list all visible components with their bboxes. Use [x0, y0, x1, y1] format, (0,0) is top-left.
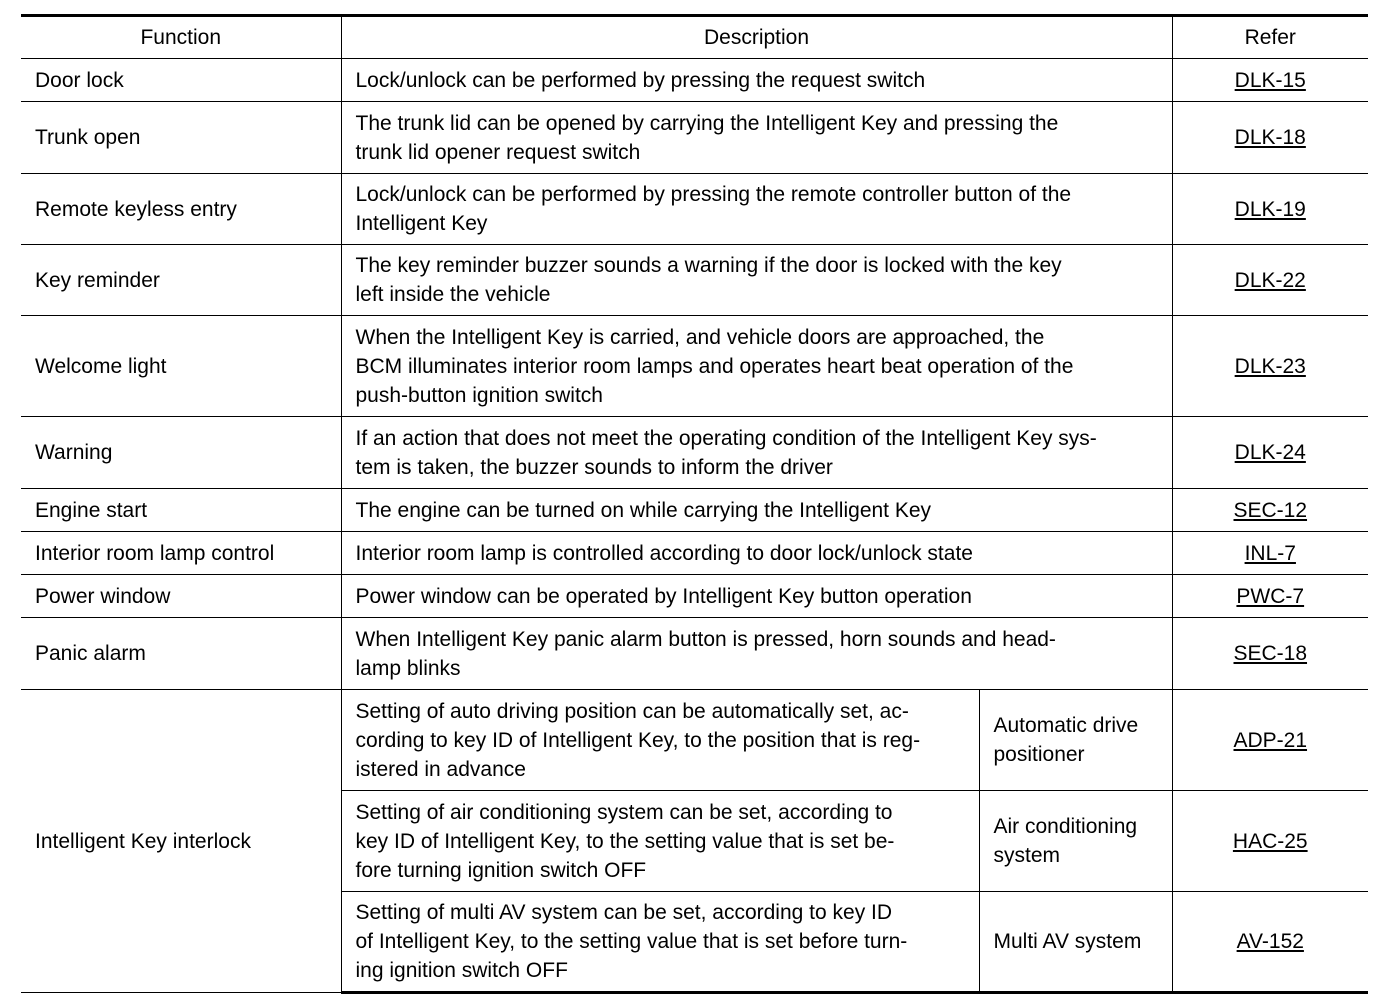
- refer-link[interactable]: DLK-15: [1234, 68, 1306, 92]
- description-cell: [341, 174, 1172, 245]
- refer-link[interactable]: ADP-21: [1233, 728, 1308, 752]
- system-line: Air conditioning: [993, 815, 1138, 838]
- description-line: of Intelligent Key, to the setting value that is set before turn-: [355, 930, 908, 953]
- refer-cell: [1172, 532, 1368, 575]
- description-line: BCM illuminates interior room lamps and operates heart beat operation of the: [355, 354, 1074, 378]
- table-row: [21, 532, 1368, 575]
- description-line: key ID of Intelligent Key, to the setting value that is set be-: [355, 829, 895, 853]
- description-line: ing ignition switch OFF: [355, 959, 568, 982]
- function-table: [21, 14, 1368, 994]
- description-line: cording to key ID of Intelligent Key, to the position that is reg-: [355, 728, 921, 752]
- table-row: [21, 489, 1368, 532]
- description-line: left inside the vehicle: [355, 283, 551, 306]
- function-cell: Key reminder: [21, 245, 341, 316]
- refer-link[interactable]: SEC-18: [1233, 642, 1308, 665]
- refer-cell: [1172, 417, 1368, 489]
- description-line: fore turning ignition switch OFF: [355, 858, 647, 882]
- description-cell: The engine can be turned on while carrying the Intelligent Key: [341, 489, 1172, 532]
- description-cell: [341, 245, 1172, 316]
- refer-cell: [1172, 174, 1368, 245]
- refer-link[interactable]: DLK-18: [1234, 126, 1306, 149]
- refer-cell: [1172, 102, 1368, 174]
- refer-cell: [1172, 690, 1368, 791]
- function-cell: Warning: [21, 417, 341, 489]
- table-row: [21, 59, 1368, 102]
- system-cell: [979, 690, 1172, 791]
- system-line: Automatic drive: [993, 714, 1139, 737]
- table-row: [21, 690, 1368, 791]
- refer-link[interactable]: HAC-25: [1232, 829, 1308, 853]
- refer-cell: [1172, 316, 1368, 417]
- refer-cell: [1172, 245, 1368, 316]
- table-row: [21, 174, 1368, 245]
- refer-link[interactable]: DLK-24: [1234, 441, 1306, 464]
- refer-link[interactable]: DLK-22: [1234, 268, 1306, 292]
- function-cell: Intelligent Key interlock: [21, 690, 341, 993]
- refer-cell: [1172, 489, 1368, 532]
- description-line: Setting of multi AV system can be set, according to key ID: [355, 901, 893, 924]
- description-line: When the Intelligent Key is carried, and vehicle doors are approached, the: [355, 325, 1045, 349]
- refer-cell: [1172, 59, 1368, 102]
- description-line: Lock/unlock can be performed by pressing the remote controller button of the: [355, 183, 1072, 206]
- function-cell: Remote keyless entry: [21, 174, 341, 245]
- refer-link[interactable]: INL-7: [1244, 541, 1296, 565]
- system-cell: Multi AV system: [979, 892, 1172, 993]
- description-line: tem is taken, the buzzer sounds to inform the driver: [355, 455, 833, 479]
- function-cell: Power window: [21, 575, 341, 618]
- description-cell: Power window can be operated by Intelligent Key button operation: [341, 575, 1172, 618]
- table-row: [21, 417, 1368, 489]
- function-cell: Trunk open: [21, 102, 341, 174]
- header-function: Function: [21, 16, 341, 59]
- table-row: [21, 618, 1368, 690]
- description-cell: [341, 892, 979, 993]
- header-refer: Refer: [1172, 16, 1368, 59]
- function-cell: Welcome light: [21, 316, 341, 417]
- system-line: positioner: [993, 743, 1085, 766]
- refer-link[interactable]: PWC-7: [1236, 584, 1305, 608]
- function-cell: Panic alarm: [21, 618, 341, 690]
- description-line: trunk lid opener request switch: [355, 140, 641, 164]
- description-line: Intelligent Key: [355, 212, 488, 235]
- description-cell: Interior room lamp is controlled according to door lock/unlock state: [341, 532, 1172, 575]
- refer-cell: [1172, 618, 1368, 690]
- description-line: istered in advance: [355, 757, 526, 781]
- description-cell: Lock/unlock can be performed by pressing the request switch: [341, 59, 1172, 102]
- header-description: Description: [341, 16, 1172, 59]
- description-cell: [341, 316, 1172, 417]
- system-line: system: [993, 844, 1061, 867]
- description-cell: [341, 690, 979, 791]
- table-header-row: [21, 16, 1368, 59]
- refer-link[interactable]: DLK-23: [1234, 354, 1306, 378]
- refer-cell: [1172, 791, 1368, 892]
- table-row: [21, 245, 1368, 316]
- description-line: When Intelligent Key panic alarm button is pressed, horn sounds and head-: [355, 627, 1056, 651]
- description-line: The trunk lid can be opened by carrying the Intelligent Key and pressing the: [355, 111, 1059, 135]
- description-line: The key reminder buzzer sounds a warning if the door is locked with the key: [355, 254, 1062, 277]
- description-cell: [341, 417, 1172, 489]
- function-cell: Engine start: [21, 489, 341, 532]
- system-cell: [979, 791, 1172, 892]
- refer-link[interactable]: DLK-19: [1234, 197, 1306, 221]
- description-line: If an action that does not meet the operating condition of the Intelligent Key sys-: [355, 426, 1097, 450]
- description-cell: [341, 102, 1172, 174]
- description-line: push-button ignition switch: [355, 383, 603, 407]
- refer-link[interactable]: AV-152: [1236, 930, 1304, 953]
- description-cell: [341, 618, 1172, 690]
- function-cell: Interior room lamp control: [21, 532, 341, 575]
- description-line: Setting of auto driving position can be automatically set, ac-: [355, 699, 909, 723]
- description-cell: [341, 791, 979, 892]
- refer-cell: [1172, 892, 1368, 993]
- description-line: lamp blinks: [355, 656, 461, 680]
- function-cell: Door lock: [21, 59, 341, 102]
- refer-link[interactable]: SEC-12: [1233, 498, 1308, 522]
- table-row: [21, 316, 1368, 417]
- table-row: [21, 575, 1368, 618]
- refer-cell: [1172, 575, 1368, 618]
- description-line: Setting of air conditioning system can be set, according to: [355, 800, 893, 824]
- table-row: [21, 102, 1368, 174]
